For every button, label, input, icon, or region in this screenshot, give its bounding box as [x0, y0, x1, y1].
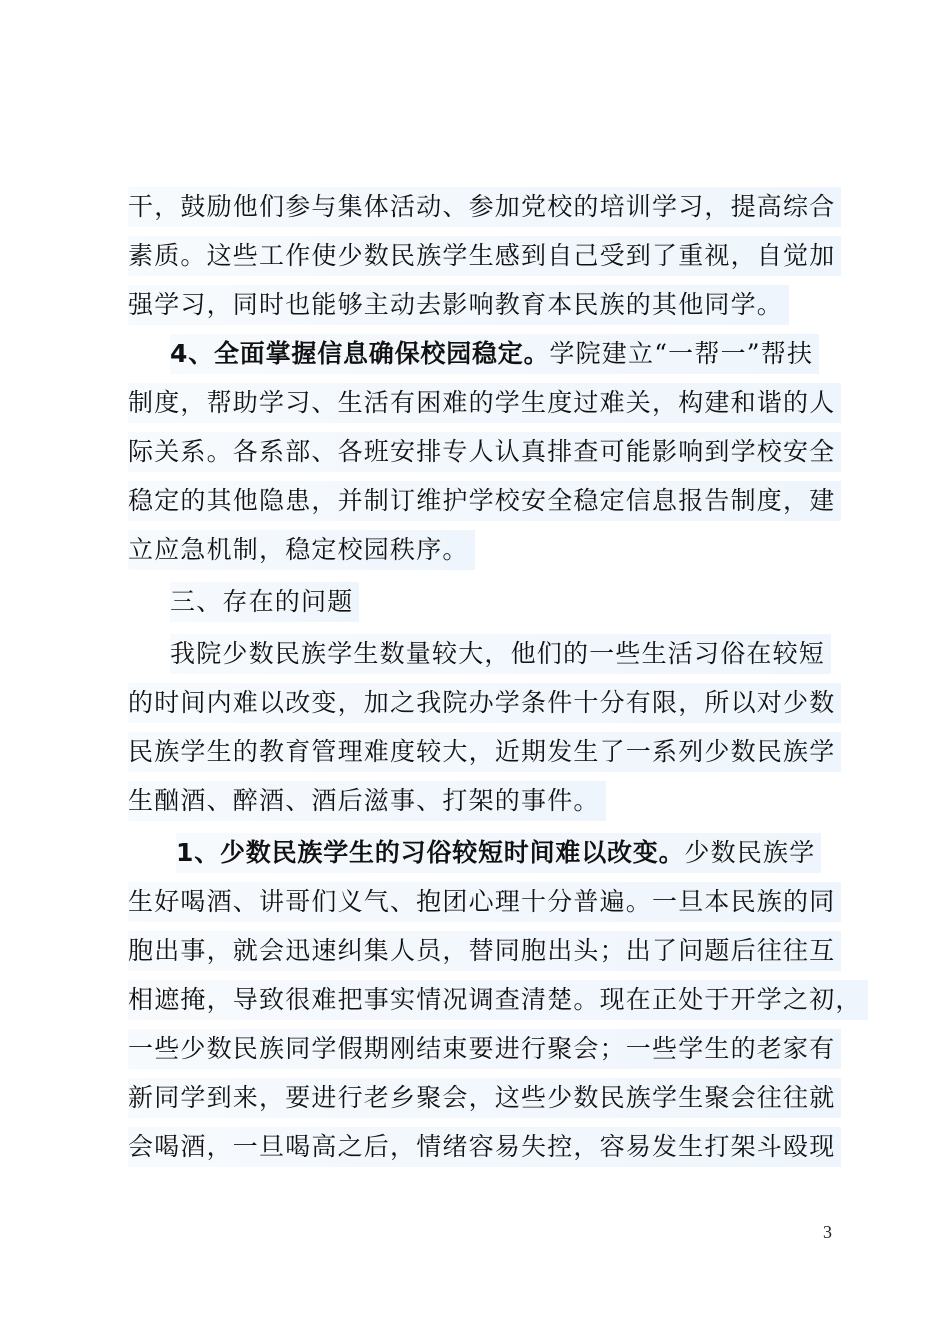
- paragraph-line: [128, 980, 868, 1020]
- line-text: 生好喝酒、讲哥们义气、抱团心理十分普遍。一旦本民族的同: [128, 887, 836, 916]
- paragraph-line: [128, 882, 841, 922]
- paragraph-line: [128, 781, 606, 821]
- line-text: 稳定的其他隐患，并制订维护学校安全稳定信息报告制度，建: [128, 486, 836, 515]
- paragraph-line: [128, 236, 841, 276]
- paragraph-line: [128, 931, 841, 971]
- line-text: 民族学生的教育管理难度较大，近期发生了一系列少数民族学: [128, 737, 836, 766]
- paragraph-line: [128, 1029, 841, 1069]
- line-text: 相遮掩，导致很难把事实情况调查清楚。现在正处于开学之初，: [128, 985, 862, 1014]
- section-heading-line: [170, 334, 819, 374]
- line-text: 少数民族学: [684, 838, 816, 867]
- line-text: 学院建立“一帮一”帮扶: [549, 339, 814, 368]
- page-number: 3: [823, 1222, 832, 1242]
- line-text: 一些少数民族同学假期刚结束要进行聚会；一些学生的老家有: [128, 1034, 836, 1063]
- chapter-heading: 三、存在的问题: [170, 587, 354, 616]
- line-text: 际关系。各系部、各班安排专人认真排查可能影响到学校安全: [128, 437, 836, 466]
- section-heading-line: [176, 833, 821, 873]
- paragraph-line: [128, 432, 841, 472]
- line-text: 胞出事，就会迅速纠集人员，替同胞出头；出了问题后往往互: [128, 936, 836, 965]
- chapter-heading-line: [170, 582, 359, 622]
- section-heading: 1、少数民族学生的习俗较短时间难以改变。: [176, 838, 685, 867]
- paragraph-line: [128, 1078, 841, 1118]
- line-text: 新同学到来，要进行老乡聚会，这些少数民族学生聚会往往就: [128, 1083, 836, 1112]
- line-text: 素质。这些工作使少数民族学生感到自己受到了重视，自觉加: [128, 241, 836, 270]
- paragraph-line: [128, 683, 841, 723]
- paragraph-line: [128, 530, 475, 570]
- line-text: 的时间内难以改变，加之我院办学条件十分有限，所以对少数: [128, 688, 836, 717]
- paragraph-line: [128, 1127, 841, 1167]
- line-text: 强学习，同时也能够主动去影响教育本民族的其他同学。: [128, 290, 784, 319]
- paragraph-line: [128, 383, 841, 423]
- line-text: 我院少数民族学生数量较大，他们的一些生活习俗在较短: [170, 639, 826, 668]
- paragraph-line: [128, 285, 789, 325]
- paragraph-line: [128, 187, 841, 227]
- line-text: 制度，帮助学习、生活有困难的学生度过难关，构建和谐的人: [128, 388, 836, 417]
- line-text: 会喝酒，一旦喝高之后，情绪容易失控，容易发生打架斗殴现: [128, 1132, 836, 1161]
- line-text: 生酗酒、醉酒、酒后滋事、打架的事件。: [128, 786, 600, 815]
- paragraph-line: [170, 634, 831, 674]
- line-text: 干，鼓励他们参与集体活动、参加党校的培训学习，提高综合: [128, 192, 836, 221]
- paragraph-line: [128, 732, 841, 772]
- section-heading: 4、全面掌握信息确保校园稳定。: [170, 339, 550, 368]
- line-text: 立应急机制，稳定校园秩序。: [128, 535, 469, 564]
- paragraph-line: [128, 481, 841, 521]
